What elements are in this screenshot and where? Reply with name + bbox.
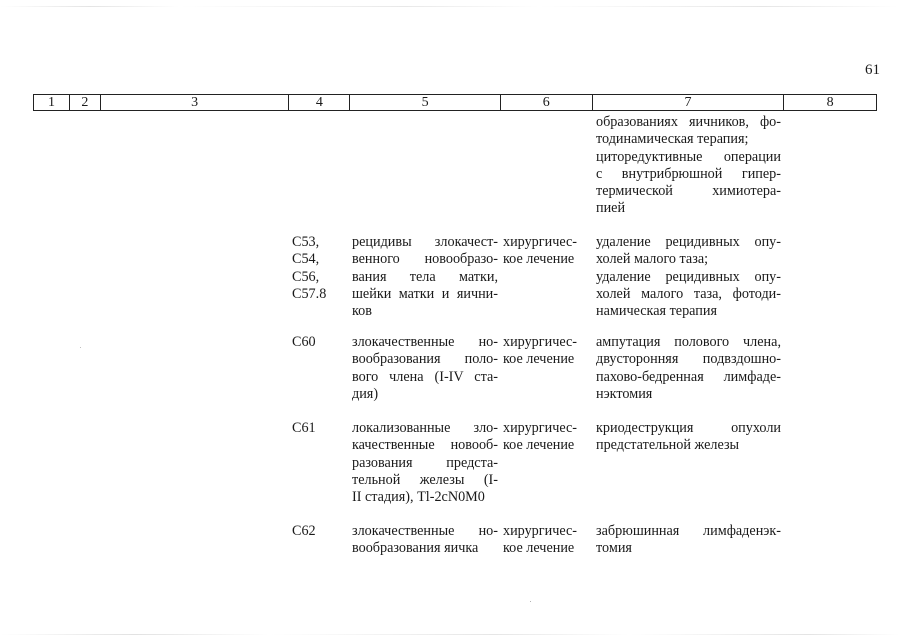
method-line: тодинамическая терапия;	[596, 131, 749, 148]
header-col-2: 2	[70, 95, 101, 110]
diagnosis-line: вообразования поло-	[352, 351, 498, 368]
method-line: забрюшинная лимфаденэк-	[596, 523, 781, 539]
icd-code: C53,	[292, 234, 320, 250]
method-line: холей малого таза, фотоди-	[596, 285, 781, 302]
diagnosis-line: вания тела матки,	[352, 268, 498, 285]
method-line: циторедуктивные операции	[596, 148, 781, 165]
diagnosis-line: венного новообразо-	[352, 251, 498, 268]
scan-edge-top	[0, 6, 899, 7]
icd-codes	[292, 523, 347, 540]
scan-edge-bottom	[0, 634, 899, 635]
method-line: намическая терапия	[596, 303, 718, 320]
method-line: пахово-бедренная лимфаде-	[596, 368, 781, 385]
diagnosis-line: разования предста-	[352, 454, 498, 471]
method-line: образованиях яичников, фо-	[596, 114, 781, 130]
method-line: с внутрибрюшной гипер-	[596, 165, 781, 182]
diagnosis-line: шейки матки и яични-	[352, 285, 498, 302]
diagnosis-line: вого члена (I-IV ста-	[352, 368, 498, 385]
icd-code: C54,	[292, 251, 320, 268]
header-col-6: 6	[501, 95, 593, 110]
treatment-line: хирургичес-	[503, 420, 577, 436]
icd-code: C60	[292, 334, 316, 350]
header-col-3: 3	[101, 95, 290, 110]
icd-codes	[292, 334, 347, 351]
treatment-line: хирургичес-	[503, 234, 577, 250]
treatment-method	[596, 234, 781, 320]
diagnosis-line: злокачественные но-	[352, 334, 498, 350]
header-col-4: 4	[289, 95, 350, 110]
diagnosis-line: ков	[352, 303, 372, 320]
method-line: предстательной железы	[596, 437, 740, 454]
method-line: холей малого таза;	[596, 251, 709, 268]
diagnosis-text	[352, 420, 498, 506]
icd-code: C61	[292, 420, 316, 436]
header-col-7: 7	[593, 95, 785, 110]
treatment-line: кое лечение	[503, 251, 575, 268]
treatment-method	[596, 420, 781, 455]
method-line: ампутация полового члена,	[596, 334, 781, 350]
treatment-type	[503, 523, 589, 558]
method-line: двусторонняя подвздошно-	[596, 351, 781, 368]
icd-code: C57.8	[292, 285, 327, 302]
method-line: криодеструкция опухоли	[596, 420, 781, 436]
table-header-row	[33, 94, 877, 111]
treatment-line: кое лечение	[503, 540, 575, 557]
treatment-line: хирургичес-	[503, 523, 577, 539]
icd-code: C56,	[292, 268, 320, 285]
icd-codes	[292, 234, 347, 303]
method-line: удаление рецидивных опу-	[596, 234, 781, 250]
icd-code: C62	[292, 523, 316, 539]
diagnosis-line: качественные новооб-	[352, 437, 498, 454]
icd-codes	[292, 420, 347, 437]
header-col-1: 1	[34, 95, 70, 110]
diagnosis-line: локализованные зло-	[352, 420, 498, 436]
treatment-method	[596, 334, 781, 403]
diagnosis-line: II стадия), Tl-2cN0M0	[352, 489, 485, 506]
diagnosis-text	[352, 334, 498, 403]
diagnosis-text	[352, 523, 498, 558]
treatment-line: кое лечение	[503, 351, 575, 368]
diagnosis-line: злокачественные но-	[352, 523, 498, 539]
header-col-8: 8	[826, 95, 834, 110]
diagnosis-line: вообразования яичка	[352, 540, 479, 557]
method-line: томия	[596, 540, 632, 557]
scan-speck	[530, 601, 531, 602]
method-line: нэктомия	[596, 385, 653, 402]
treatment-type	[503, 420, 589, 455]
diagnosis-line: дия)	[352, 385, 379, 402]
header-col-5: 5	[350, 95, 501, 110]
diagnosis-text	[352, 234, 498, 320]
treatment-line: кое лечение	[503, 437, 575, 454]
scan-speck	[80, 347, 81, 348]
diagnosis-line: рецидивы злокачест-	[352, 234, 498, 250]
continuation-method-text	[596, 114, 781, 218]
treatment-line: хирургичес-	[503, 334, 577, 350]
treatment-method	[596, 523, 781, 558]
diagnosis-line: тельной железы (I-	[352, 471, 498, 488]
method-line: термической химиотера-	[596, 183, 781, 200]
treatment-type	[503, 334, 589, 369]
treatment-type	[503, 234, 589, 269]
method-line: удаление рецидивных опу-	[596, 268, 781, 285]
method-line: пией	[596, 200, 626, 217]
page-number: 61	[865, 62, 880, 78]
